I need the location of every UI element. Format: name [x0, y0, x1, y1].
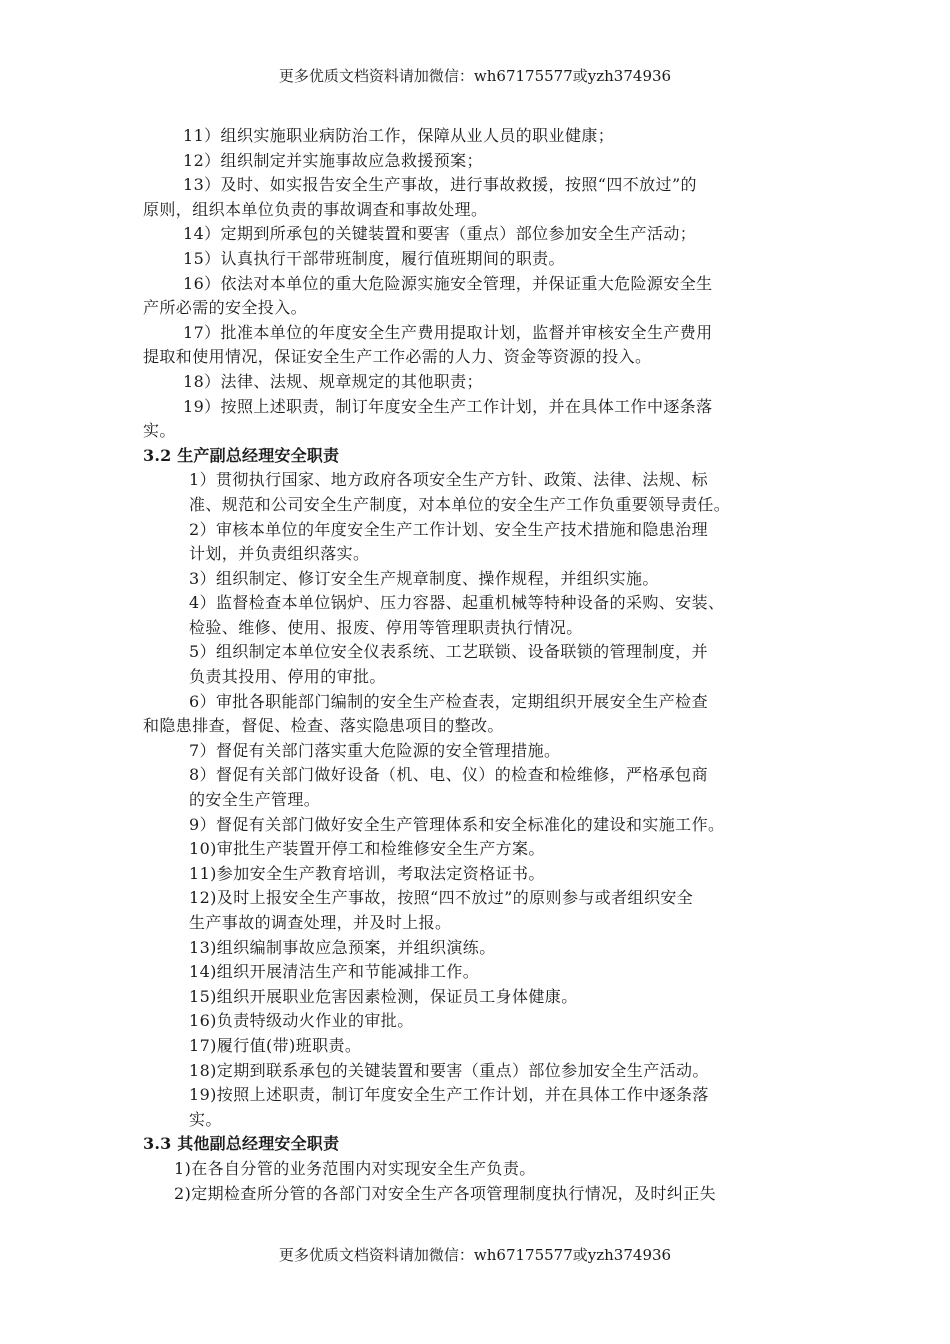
paragraph-line: 17）批准本单位的年度安全生产费用提取计划，监督并审核安全生产费用 — [183, 322, 713, 342]
list-item-line: 7）督促有关部门落实重大危险源的安全管理措施。 — [189, 740, 561, 760]
list-item-line: 17)履行值(带)班职责。 — [189, 1035, 362, 1055]
page-header: 更多优质文档资料请加微信：wh67175577或yzh374936 — [278, 67, 672, 85]
list-item-line: 11)参加安全生产教育培训，考取法定资格证书。 — [189, 863, 545, 883]
list-item-line: 18)定期到联系承包的关键装置和要害（重点）部位参加安全生产活动。 — [189, 1060, 709, 1080]
list-item-line: 2）审核本单位的年度安全生产工作计划、安全生产技术措施和隐患治理 — [189, 519, 708, 539]
paragraph-line: 提取和使用情况，保证安全生产工作必需的人力、资金等资源的投入。 — [143, 347, 652, 367]
list-item-line: 10)审批生产装置开停工和检维修安全生产方案。 — [189, 839, 545, 859]
list-item-line: 15)组织开展职业危害因素检测，保证员工身体健康。 — [189, 986, 578, 1006]
list-item-line: 和隐患排查，督促、检查、落实隐患项目的整改。 — [143, 716, 504, 736]
list-item-line: 4）监督检查本单位锅炉、压力容器、起重机械等特种设备的采购、安装、 — [189, 593, 725, 613]
section-heading-3-2: 3.2 生产副总经理安全职责 — [143, 445, 340, 465]
list-item-line: 9）督促有关部门做好安全生产管理体系和安全标准化的建设和实施工作。 — [189, 814, 725, 834]
section-heading-3-3: 3.3 其他副总经理安全职责 — [143, 1134, 340, 1154]
list-item-line: 1)在各自分管的业务范围内对实现安全生产负责。 — [174, 1158, 536, 1178]
paragraph-line: 实。 — [143, 421, 176, 441]
list-item-line: 6）审批各职能部门编制的安全生产检查表，定期组织开展安全生产检查 — [189, 691, 708, 711]
list-item-line: 8）督促有关部门做好设备（机、电、仪）的检查和检维修，严格承包商 — [189, 765, 708, 785]
list-item-line: 实。 — [189, 1109, 222, 1129]
page-footer: 更多优质文档资料请加微信：wh67175577或yzh374936 — [278, 1246, 672, 1264]
list-item-line: 准、规范和公司安全生产制度，对本单位的安全生产工作负重要领导责任。 — [189, 494, 731, 514]
paragraph-line: 16）依法对本单位的重大危险源实施安全管理，并保证重大危险源安全生 — [183, 273, 713, 293]
list-item-line: 19)按照上述职责，制订年度安全生产工作计划，并在具体工作中逐条落 — [189, 1085, 709, 1105]
list-item-line: 14)组织开展清洁生产和节能减排工作。 — [189, 962, 480, 982]
list-item-line: 3）组织制定、修订安全生产规章制度、操作规程，并组织实施。 — [189, 568, 659, 588]
paragraph-line: 13）及时、如实报告安全生产事故，进行事故救援，按照“四不放过”的 — [183, 175, 697, 195]
paragraph-line: 12）组织制定并实施事故应急救援预案； — [183, 150, 483, 170]
document-body — [143, 124, 823, 1206]
list-item-line: 计划，并负责组织落实。 — [189, 544, 370, 564]
list-item-line: 检验、维修、使用、报废、停用等管理职责执行情况。 — [189, 617, 583, 637]
paragraph-line: 18）法律、法规、规章规定的其他职责； — [183, 371, 483, 391]
paragraph-line: 14）定期到所承包的关键装置和要害（重点）部位参加安全生产活动； — [183, 224, 697, 244]
list-item-line: 生产事故的调查处理，并及时上报。 — [189, 913, 452, 932]
paragraph-line: 原则，组织本单位负责的事故调查和事故处理。 — [143, 199, 488, 219]
list-item-line: 2)定期检查所分管的各部门对安全生产各项管理制度执行情况，及时纠正失 — [174, 1183, 717, 1203]
list-item-line: 的安全生产管理。 — [189, 790, 321, 810]
paragraph-line: 19）按照上述职责，制订年度安全生产工作计划，并在具体工作中逐条落 — [183, 396, 713, 416]
paragraph-line: 产所必需的安全投入。 — [143, 298, 308, 318]
paragraph-line: 11）组织实施职业病防治工作，保障从业人员的职业健康； — [183, 126, 615, 145]
list-item-line: 负责其投用、停用的审批。 — [189, 667, 386, 687]
paragraph-line: 15）认真执行干部带班制度，履行值班期间的职责。 — [183, 248, 565, 268]
list-item-line: 1）贯彻执行国家、地方政府各项安全生产方针、政策、法律、法规、标 — [189, 470, 708, 490]
list-item-line: 16)负责特级动火作业的审批。 — [189, 1011, 414, 1031]
list-item-line: 13)组织编制事故应急预案，并组织演练。 — [189, 937, 496, 957]
list-item-line: 12)及时上报安全生产事故，按照“四不放过”的原则参与或者组织安全 — [189, 888, 694, 908]
list-item-line: 5）组织制定本单位安全仪表系统、工艺联锁、设备联锁的管理制度，并 — [189, 642, 708, 662]
